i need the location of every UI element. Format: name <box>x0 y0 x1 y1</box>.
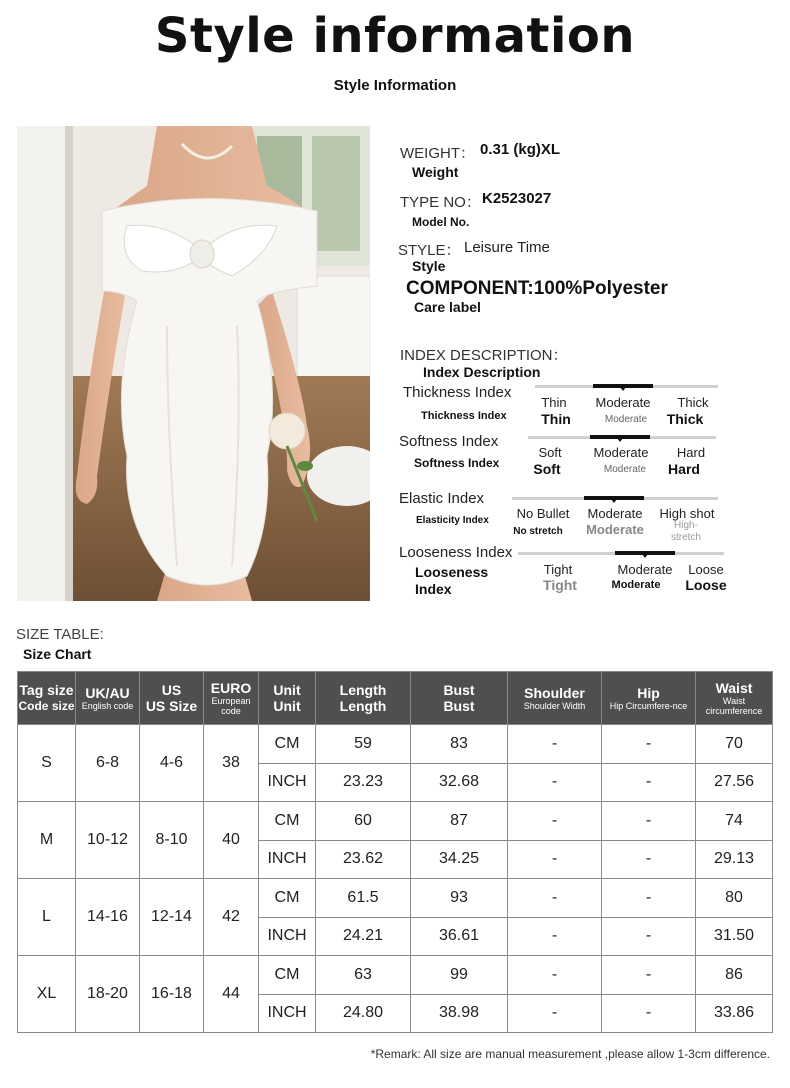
unit-cell: CM <box>259 879 316 918</box>
unit-cell: INCH <box>259 917 316 956</box>
us-cell: 8-10 <box>140 802 204 879</box>
looseness-index-bar <box>518 552 724 555</box>
uk-cell: 6-8 <box>76 725 140 802</box>
hip-cell: - <box>602 879 696 918</box>
waist-cell: 27.56 <box>696 763 773 802</box>
softness-index-bar <box>528 436 716 439</box>
looseness-level-moderate: Moderate <box>617 562 673 577</box>
header-bust: Bust Bust <box>411 672 508 725</box>
hip-cell: - <box>602 840 696 879</box>
thickness-index-cn: Thickness Index <box>421 410 507 422</box>
looseness-level-moderate-cn: Moderate <box>611 579 661 591</box>
bust-cell: 32.68 <box>411 763 508 802</box>
looseness-level-tight-cn: Tight <box>543 577 577 593</box>
size-table-header-row <box>18 672 773 725</box>
thickness-level-moderate: Moderate <box>595 395 651 410</box>
euro-cell: 38 <box>204 725 259 802</box>
shoulder-cell: - <box>508 994 602 1033</box>
softness-index-cn: Softness Index <box>414 456 500 470</box>
softness-level-soft-cn: Soft <box>533 461 561 477</box>
uk-cell: 10-12 <box>76 802 140 879</box>
style-value: Leisure Time <box>464 239 550 256</box>
elastic-level-high-stretch-cn: High-stretch <box>670 520 701 543</box>
shoulder-cell: - <box>508 725 602 764</box>
length-cell: 59 <box>316 725 411 764</box>
length-cell: 24.80 <box>316 994 411 1033</box>
elastic-index-label: Elastic Index <box>399 490 485 507</box>
style-cn: Style <box>412 258 446 274</box>
looseness-level-tight: Tight <box>543 562 573 577</box>
looseness-index-label: Looseness Index <box>399 544 513 561</box>
euro-cell: 44 <box>204 956 259 1033</box>
softness-level-hard-cn: Hard <box>668 461 700 477</box>
elastic-index-bar <box>512 497 718 500</box>
elastic-level-high-shot: High shot <box>659 506 715 521</box>
bust-cell: 36.61 <box>411 917 508 956</box>
unit-cell: CM <box>259 956 316 995</box>
euro-cell: 40 <box>204 802 259 879</box>
header-shoulder: Shoulder Shoulder Width <box>508 672 602 725</box>
product-photo <box>17 126 370 601</box>
waist-cell: 33.86 <box>696 994 773 1033</box>
table-row <box>18 956 773 995</box>
bust-cell: 83 <box>411 725 508 764</box>
bust-cell: 87 <box>411 802 508 841</box>
type-no-cn: Model No. <box>412 215 470 229</box>
weight-cn: Weight <box>412 164 459 180</box>
length-cell: 23.62 <box>316 840 411 879</box>
uk-cell: 14-16 <box>76 879 140 956</box>
header-us: US US Size <box>140 672 204 725</box>
thickness-level-thin-cn: Thin <box>541 411 571 427</box>
type-no-value: K2523027 <box>482 190 552 207</box>
header-hip: Hip Hip Circumfere-nce <box>602 672 696 725</box>
thickness-index-label: Thickness Index <box>403 384 512 401</box>
thickness-level-moderate-cn: Moderate <box>604 414 648 425</box>
header-waist: Waist Waist circumference <box>696 672 773 725</box>
softness-level-hard: Hard <box>676 445 706 460</box>
type-no-label: TYPE NO： <box>400 194 481 211</box>
hip-cell: - <box>602 956 696 995</box>
bust-cell: 99 <box>411 956 508 995</box>
page-subtitle: Style Information <box>333 77 457 94</box>
elastic-index-cn: Elasticity Index <box>416 515 489 526</box>
us-cell: 12-14 <box>140 879 204 956</box>
size-table-label: SIZE TABLE: <box>16 626 104 643</box>
waist-cell: 31.50 <box>696 917 773 956</box>
size-cell: S <box>18 725 76 802</box>
table-row <box>18 725 773 764</box>
softness-index-label: Softness Index <box>399 433 499 450</box>
index-description-label: INDEX DESCRIPTION： <box>400 347 568 364</box>
elastic-level-no-stretch-cn: No stretch <box>513 526 563 537</box>
elastic-level-moderate: Moderate <box>587 506 643 521</box>
header-euro: EURO European code <box>204 672 259 725</box>
thickness-index-bar <box>535 385 718 388</box>
unit-cell: CM <box>259 802 316 841</box>
style-label: STYLE： <box>398 242 461 259</box>
shoulder-cell: - <box>508 879 602 918</box>
length-cell: 24.21 <box>316 917 411 956</box>
thickness-level-thick: Thick <box>677 395 709 410</box>
shoulder-cell: - <box>508 956 602 995</box>
table-row <box>18 879 773 918</box>
looseness-level-loose: Loose <box>688 562 724 577</box>
hip-cell: - <box>602 802 696 841</box>
table-row <box>18 802 773 841</box>
size-table-cn: Size Chart <box>23 646 92 662</box>
us-cell: 16-18 <box>140 956 204 1033</box>
header-unit: Unit Unit <box>259 672 316 725</box>
length-cell: 60 <box>316 802 411 841</box>
weight-value: 0.31 (kg)XL <box>480 141 561 158</box>
bust-cell: 38.98 <box>411 994 508 1033</box>
remark-note: *Remark: All size are manual measurement ,please allow 1-3cm difference. <box>370 1047 770 1061</box>
elastic-level-moderate-cn: Moderate <box>586 522 644 537</box>
size-cell: M <box>18 802 76 879</box>
size-cell: XL <box>18 956 76 1033</box>
shoulder-cell: - <box>508 840 602 879</box>
component-cn: Care label <box>414 299 481 315</box>
looseness-index-cn: Looseness Index <box>415 564 489 597</box>
softness-level-moderate: Moderate <box>593 445 649 460</box>
header-tag-size: Tag size Code size <box>18 672 76 725</box>
unit-cell: INCH <box>259 763 316 802</box>
us-cell: 4-6 <box>140 725 204 802</box>
elastic-level-no-bullet: No Bullet <box>516 506 570 521</box>
unit-cell: INCH <box>259 840 316 879</box>
shoulder-cell: - <box>508 917 602 956</box>
softness-level-soft: Soft <box>538 445 562 460</box>
hip-cell: - <box>602 994 696 1033</box>
thickness-level-thick-cn: Thick <box>666 411 704 427</box>
waist-cell: 80 <box>696 879 773 918</box>
index-description-cn: Index Description <box>423 364 541 380</box>
uk-cell: 18-20 <box>76 956 140 1033</box>
shoulder-cell: - <box>508 763 602 802</box>
shoulder-cell: - <box>508 802 602 841</box>
waist-cell: 86 <box>696 956 773 995</box>
softness-level-moderate-cn: Moderate <box>603 464 647 475</box>
component-value: COMPONENT:100%Polyester <box>406 278 668 299</box>
hip-cell: - <box>602 917 696 956</box>
size-table <box>17 671 773 1033</box>
hip-cell: - <box>602 725 696 764</box>
euro-cell: 42 <box>204 879 259 956</box>
page-title: Style information <box>154 8 636 64</box>
size-cell: L <box>18 879 76 956</box>
length-cell: 63 <box>316 956 411 995</box>
thickness-level-thin: Thin <box>541 395 567 410</box>
header-uk-au: UK/AU English code <box>76 672 140 725</box>
weight-label: WEIGHT： <box>400 145 475 162</box>
header-length: Length Length <box>316 672 411 725</box>
bust-cell: 34.25 <box>411 840 508 879</box>
bust-cell: 93 <box>411 879 508 918</box>
length-cell: 23.23 <box>316 763 411 802</box>
length-cell: 61.5 <box>316 879 411 918</box>
looseness-level-loose-cn: Loose <box>685 577 727 593</box>
unit-cell: INCH <box>259 994 316 1033</box>
waist-cell: 70 <box>696 725 773 764</box>
waist-cell: 29.13 <box>696 840 773 879</box>
hip-cell: - <box>602 763 696 802</box>
waist-cell: 74 <box>696 802 773 841</box>
unit-cell: CM <box>259 725 316 764</box>
